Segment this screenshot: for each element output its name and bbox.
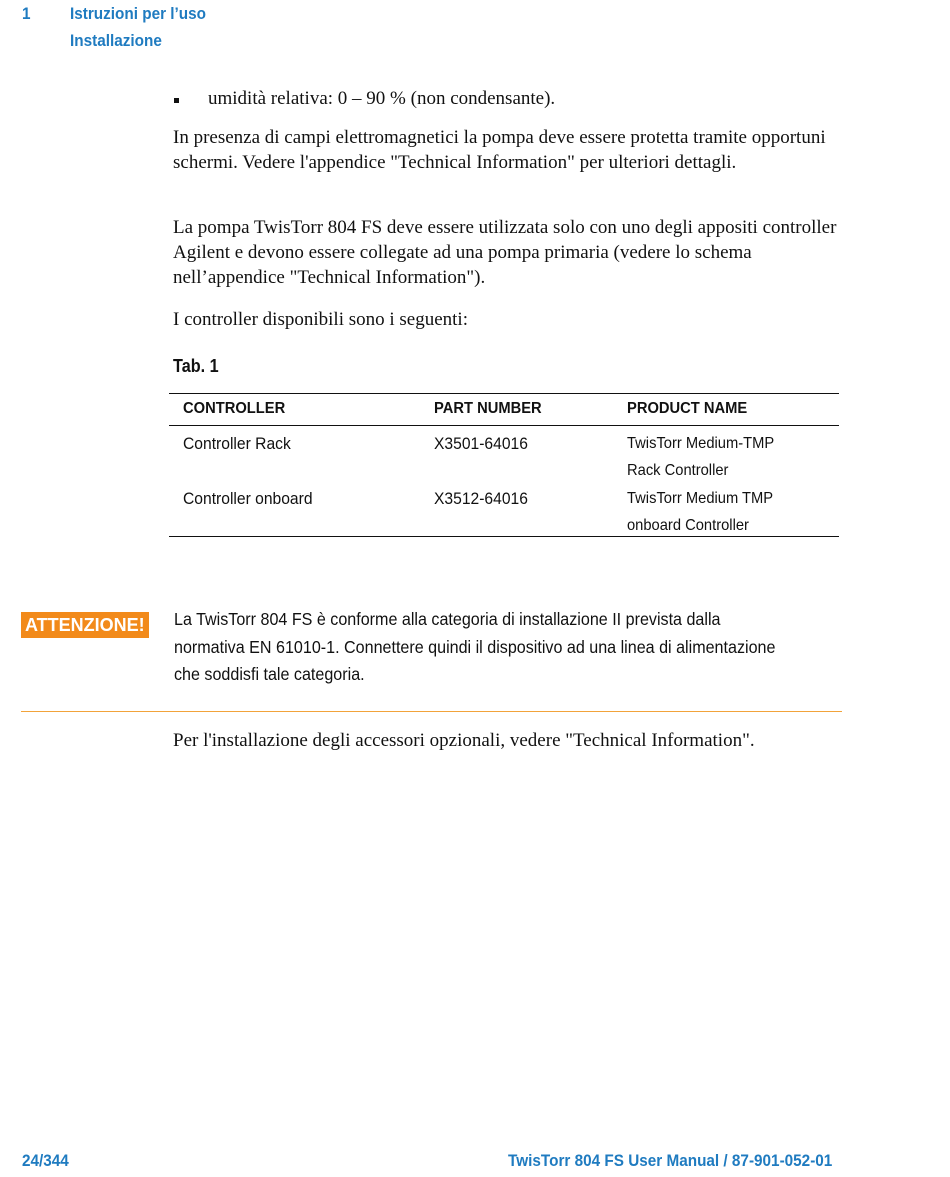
table-cell-product-name: TwisTorr Medium-TMP Rack Controller bbox=[627, 435, 774, 479]
table-cell-controller: Controller onboard bbox=[183, 489, 313, 508]
warning-divider bbox=[21, 711, 842, 712]
controllers-table bbox=[169, 393, 839, 537]
table-caption: Tab. 1 bbox=[173, 356, 219, 376]
page-number: 24/344 bbox=[22, 1151, 69, 1170]
paragraph-accessories: Per l'installazione degli accessori opzionali, vedere "Technical Information". bbox=[173, 730, 755, 751]
paragraph-controllers-intro: I controller disponibili sono i seguenti: bbox=[173, 309, 468, 330]
document-title: TwisTorr 804 FS User Manual / 87-901-052-01 bbox=[507, 1151, 832, 1170]
paragraph-controller-usage: La pompa TwisTorr 804 FS deve essere utilizzata solo con uno degli appositi controller Agilent e devono essere collegate ad una pompa primaria (vedere lo schema nell’appendice "Technical Information"). bbox=[173, 217, 837, 288]
table-row bbox=[169, 426, 839, 481]
table-cell-product-name: TwisTorr Medium TMP onboard Controller bbox=[627, 490, 773, 534]
table-header-row bbox=[169, 394, 839, 426]
section-title: Installazione bbox=[70, 31, 162, 50]
bullet-marker bbox=[174, 98, 179, 103]
warning-badge: ATTENZIONE! bbox=[21, 612, 149, 638]
table-cell-controller: Controller Rack bbox=[183, 434, 291, 453]
bullet-item-humidity: umidità relativa: 0 – 90 % (non condensante). bbox=[208, 88, 556, 109]
table-row bbox=[169, 481, 839, 536]
table-cell-part-number: X3512-64016 bbox=[434, 489, 528, 508]
chapter-title: Istruzioni per l’uso bbox=[70, 4, 207, 23]
column-header-product-name: PRODUCT NAME bbox=[627, 400, 748, 417]
warning-text: La TwisTorr 804 FS è conforme alla categoria di installazione II prevista dalla normativa EN 61010-1. Connettere quindi il dispositivo ad una linea di alimentazione che soddisfi tale categoria. bbox=[174, 609, 776, 684]
table-cell-part-number: X3501-64016 bbox=[434, 434, 528, 453]
chapter-number: 1 bbox=[22, 4, 31, 23]
column-header-controller: CONTROLLER bbox=[183, 400, 286, 417]
column-header-part-number: PART NUMBER bbox=[434, 400, 542, 417]
paragraph-emf: In presenza di campi elettromagnetici la pompa deve essere protetta tramite opportuni schermi. Vedere l'appendice "Technical Information" per ulteriori dettagli. bbox=[173, 127, 826, 173]
